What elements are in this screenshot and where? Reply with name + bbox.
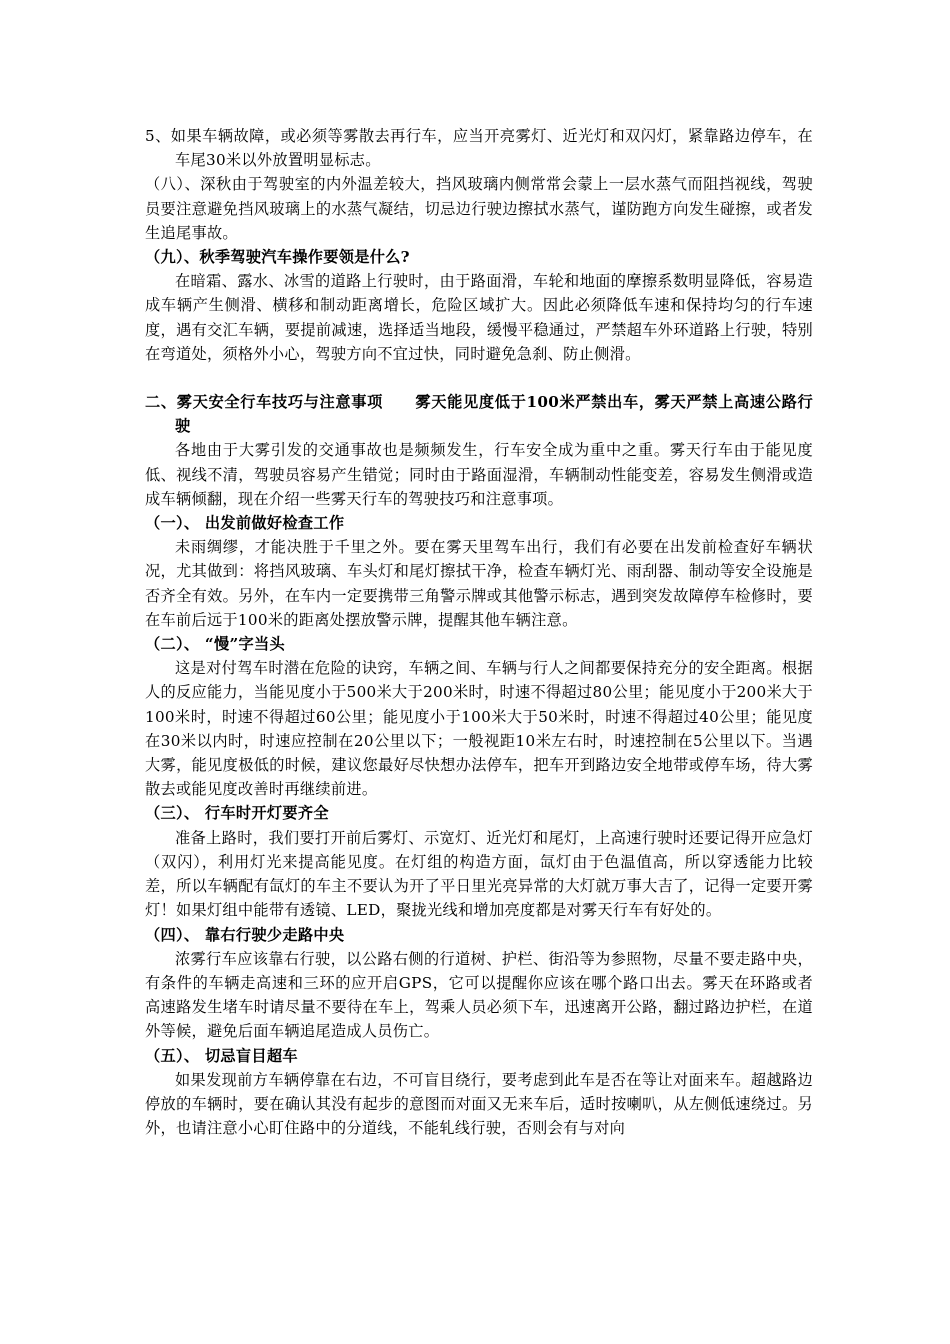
section-2-title — [145, 390, 813, 438]
item-8-paragraph: （八）、深秋由于驾驶室的内外温差较大，挡风玻璃内侧常常会蒙上一层水蒸气而阻挡视线，驾驶员要注意避免挡风玻璃上的水蒸气凝结，切忌边行驶边擦拭水蒸气，谨防跑方向发生碰擦，或者发生追尾事故。 — [145, 175, 813, 242]
section-2-title-sub: 雾天能见度低于100米严禁出车，雾天严禁上高速公路行驶 — [175, 393, 813, 436]
subsection-1-heading: （一）、 出发前做好检查工作 — [145, 514, 345, 533]
item-9-body: 在暗霜、露水、冰雪的道路上行驶时，由于路面滑，车轮和地面的摩擦系数明显降低，容易造成车辆产生侧滑、横移和制动距离增长，危险区域扩大。因此必须降低车速和保持均匀的行车速度，遇有交汇车辆，要提前减速，选择适当地段，缓慢平稳通过，严禁超车外环道路上行驶，特别在弯道处，须格外小心，驾驶方向不宜过快，同时避免急刹、防止侧滑。 — [145, 272, 813, 363]
subsection-4-body: 浓雾行车应该靠右行驶，以公路右侧的行道树、护栏、街沿等为参照物，尽量不要走路中央，有条件的车辆走高速和三环的应开启GPS，它可以提醒你应该在哪个路口出去。雾天在环路或者高速路发生堵车时请尽量不要待在车上，驾乘人员必须下车，迅速离开公路，翻过路边护栏，在道外等候，避免后面车辆追尾造成人员伤亡。 — [145, 949, 813, 1041]
item-9-heading: （九）、秋季驾驶汽车操作要领是什么? — [145, 248, 410, 267]
subsection-5-heading: （五）、 切忌盲目超车 — [145, 1046, 298, 1065]
section-spacer — [145, 366, 813, 390]
section-2-title-main: 二、雾天安全行车技巧与注意事项 — [145, 393, 384, 412]
subsection-5-body: 如果发现前方车辆停靠在右边，不可盲目绕行，要考虑到此车是否在等让对面来车。超越路边停放的车辆时，要在确认其没有起步的意图而对面又无来车后，适时按喇叭，从左侧低速绕过。另外，也请注意小心盯住路中的分道线，不能轧线行驶，否则会有与对向 — [145, 1070, 813, 1138]
subsection-2-heading: （二）、 “慢”字当头 — [145, 635, 285, 654]
subsection-3-heading: （三）、 行车时开灯要齐全 — [145, 804, 329, 823]
subsection-3-body: 准备上路时，我们要打开前后雾灯、示宽灯、近光灯和尾灯，上高速行驶时还要记得开应急灯（双闪），利用灯光来提高能见度。在灯组的构造方面，氙灯由于色温值高，所以穿透能力比较差，所以车辆配有氙灯的车主不要认为开了平日里光亮异常的大灯就万事大吉了，记得一定要开雾灯！如果灯组中能带有透镜、LED，聚拢光线和增加亮度都是对雾天行车有好处的。 — [145, 828, 813, 920]
subsection-4-heading: （四）、 靠右行驶少走路中央 — [145, 925, 345, 944]
item-5-paragraph: 5、如果车辆故障，或必须等雾散去再行车，应当开亮雾灯、近光灯和双闪灯，紧靠路边停车，在车尾30米以外放置明显标志。 — [145, 127, 813, 170]
subsection-1-body: 未雨绸缪，才能决胜于千里之外。要在雾天里驾车出行，我们有必要在出发前检查好车辆状况，尤其做到：将挡风玻璃、车头灯和尾灯擦拭干净，检查车辆灯光、雨刮器、制动等安全设施是否齐全有效。另外，在车内一定要携带三角警示牌或其他警示标志，遇到突发故障停车检修时，要在车前后远于100米的距离处摆放警示牌，提醒其他车辆注意。 — [145, 538, 813, 629]
document-page — [145, 124, 813, 1140]
subsection-2-body: 这是对付驾车时潜在危险的诀窍，车辆之间、车辆与行人之间都要保持充分的安全距离。根据人的反应能力，当能见度小于500米大于200米时，时速不得超过80公里；能见度小于200米大于100米时，时速不得超过60公里；能见度小于100米大于50米时，时速不得超过40公里；能见度在30米以内时，时速应控制在20公里以下；一般视距10米左右时，时速控制在5公里以下。当遇大雾，能见度极低的时候，建议您最好尽快想办法停车，把车开到路边安全地带或停车场，待大雾散去或能见度改善时再继续前进。 — [145, 659, 813, 799]
section-2-intro: 各地由于大雾引发的交通事故也是频频发生，行车安全成为重中之重。雾天行车由于能见度低、视线不清，驾驶员容易产生错觉；同时由于路面湿滑，车辆制动性能变差，容易发生侧滑或造成车辆倾翻，现在介绍一些雾天行车的驾驶技巧和注意事项。 — [145, 441, 813, 508]
